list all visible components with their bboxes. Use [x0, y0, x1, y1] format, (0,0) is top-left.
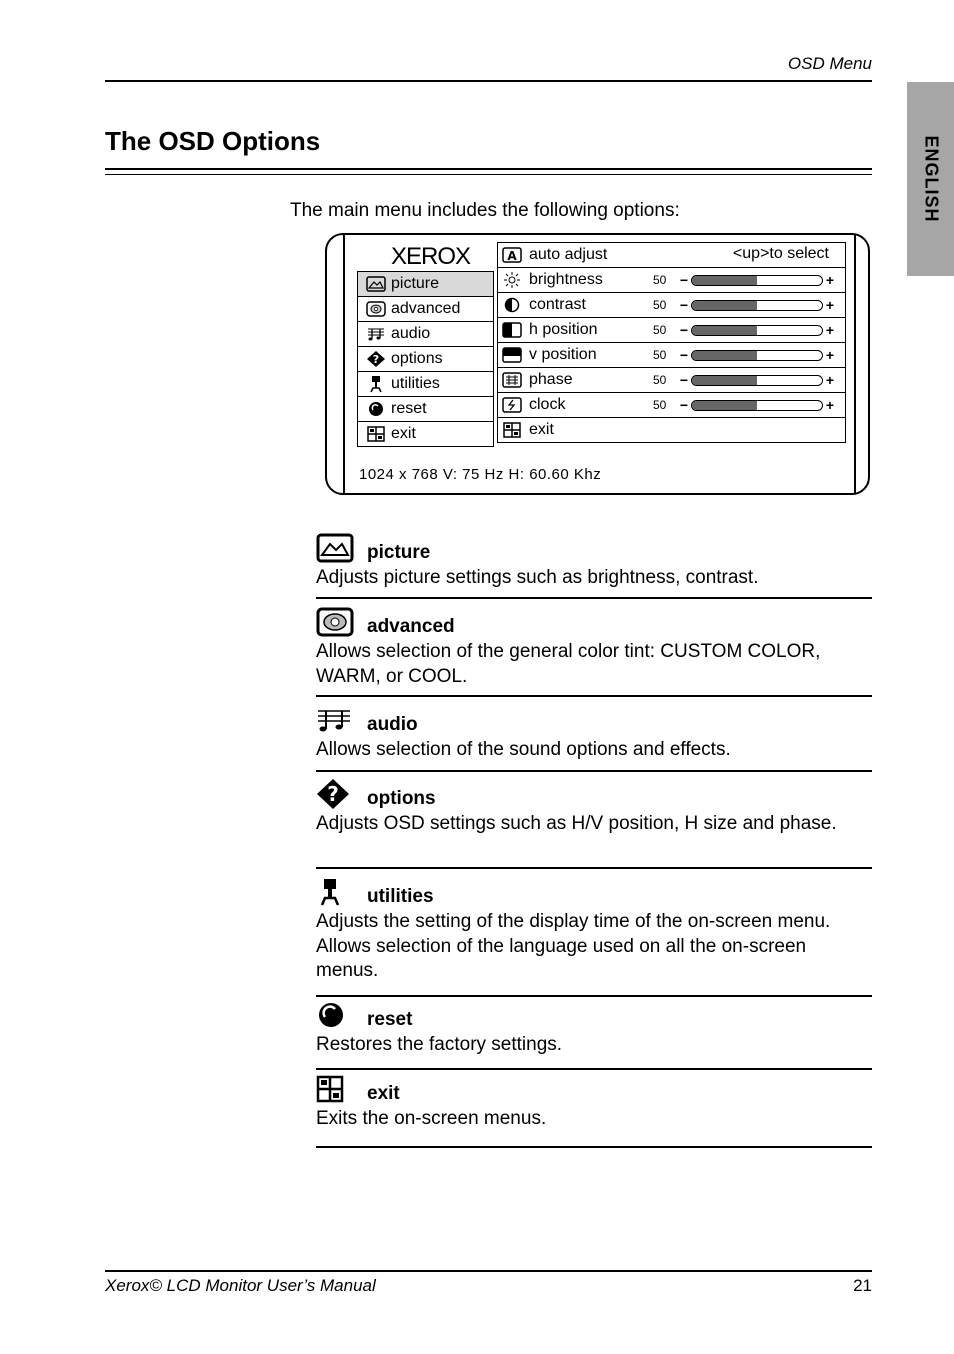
- minus-icon[interactable]: −: [679, 322, 689, 338]
- slider-track: [691, 350, 823, 361]
- footer-rule: [105, 1270, 872, 1272]
- running-header: OSD Menu: [787, 54, 872, 73]
- svg-text:?: ?: [372, 353, 380, 366]
- osd-sub-label: clock: [529, 396, 566, 413]
- brightness-slider[interactable]: [679, 272, 835, 288]
- minus-icon[interactable]: −: [679, 397, 689, 413]
- audio-icon: [365, 325, 387, 343]
- option-advanced: [316, 606, 872, 689]
- osd-picture-submenu: [497, 243, 846, 443]
- exit-icon: [501, 421, 523, 439]
- contrast-icon: [501, 296, 523, 314]
- option-divider: [316, 867, 872, 869]
- osd-sub-item-brightness[interactable]: [497, 267, 846, 293]
- osd-sub-item-phase[interactable]: [497, 367, 846, 393]
- osd-menu-label: utilities: [391, 375, 440, 392]
- option-utilities: [316, 876, 872, 984]
- options-icon: [365, 350, 387, 368]
- phase-slider[interactable]: [679, 372, 835, 388]
- plus-icon[interactable]: +: [825, 322, 835, 338]
- plus-icon[interactable]: +: [825, 297, 835, 313]
- option-description: Allows selection of the general color tint: CUSTOM COLOR, WARM, or COOL.: [316, 641, 821, 687]
- osd-sub-label: contrast: [529, 296, 586, 313]
- auto-adjust-icon: [501, 246, 523, 264]
- option-divider: [316, 1146, 872, 1148]
- option-divider: [316, 695, 872, 697]
- slider-value: 50: [653, 398, 667, 412]
- header-rule: [105, 80, 872, 82]
- plus-icon[interactable]: +: [825, 397, 835, 413]
- option-divider: [316, 770, 872, 772]
- utilities-icon: [365, 375, 387, 393]
- exit-icon: [316, 1073, 356, 1105]
- osd-border-right: [854, 235, 856, 493]
- v-position-slider[interactable]: [679, 347, 835, 363]
- brightness-icon: [501, 271, 523, 289]
- minus-icon[interactable]: −: [679, 372, 689, 388]
- osd-menu-item-exit[interactable]: [357, 421, 494, 447]
- minus-icon[interactable]: −: [679, 297, 689, 313]
- reset-icon: [365, 400, 387, 418]
- slider-fill: [692, 276, 757, 285]
- option-description: Allows selection of the sound options and effects.: [316, 739, 731, 760]
- option-name: advanced: [367, 616, 455, 637]
- clock-slider[interactable]: [679, 397, 835, 413]
- footer-title: Xerox© LCD Monitor User’s Manual: [105, 1276, 376, 1295]
- option-audio: [316, 704, 872, 763]
- resolution-readout: 1024 x 768 V: 75 Hz H: 60.60 Khz: [359, 466, 602, 483]
- svg-text:?: ?: [327, 782, 339, 806]
- osd-menu-item-picture[interactable]: [357, 271, 494, 297]
- option-name: picture: [367, 542, 431, 563]
- osd-sub-item-auto-adjust[interactable]: [497, 242, 846, 268]
- select-hint: <up>to select: [732, 245, 829, 262]
- utilities-icon: [316, 876, 356, 908]
- osd-menu-label: audio: [391, 325, 431, 342]
- slider-track: [691, 275, 823, 286]
- plus-icon[interactable]: +: [825, 347, 835, 363]
- osd-sub-label: auto adjust: [529, 246, 608, 263]
- minus-icon[interactable]: −: [679, 347, 689, 363]
- osd-sub-item-contrast[interactable]: [497, 292, 846, 318]
- osd-menu-label: options: [391, 350, 443, 367]
- option-name: exit: [367, 1083, 400, 1104]
- osd-sub-item-clock[interactable]: [497, 392, 846, 418]
- osd-screen: [325, 233, 870, 495]
- option-reset: [316, 999, 872, 1058]
- osd-border-left: [343, 235, 345, 493]
- option-name: utilities: [367, 886, 434, 907]
- picture-icon: [316, 532, 356, 564]
- slider-value: 50: [653, 273, 667, 287]
- phase-icon: [501, 371, 523, 389]
- plus-icon[interactable]: +: [825, 272, 835, 288]
- osd-sub-label: h position: [529, 321, 598, 338]
- option-name: reset: [367, 1009, 413, 1030]
- slider-track: [691, 375, 823, 386]
- title-rule-thin: [105, 174, 872, 175]
- osd-menu-item-utilities[interactable]: [357, 371, 494, 397]
- option-exit: [316, 1073, 872, 1132]
- option-name: audio: [367, 714, 418, 735]
- intro-text: The main menu includes the following options:: [290, 200, 680, 221]
- slider-value: 50: [653, 348, 667, 362]
- slider-value: 50: [653, 373, 667, 387]
- advanced-icon: [316, 606, 356, 638]
- option-divider: [316, 995, 872, 997]
- page-number: 21: [853, 1276, 872, 1295]
- h-position-icon: [501, 321, 523, 339]
- osd-sub-item-h-position[interactable]: [497, 317, 846, 343]
- slider-fill: [692, 326, 757, 335]
- h-position-slider[interactable]: [679, 322, 835, 338]
- osd-sub-label: v position: [529, 346, 597, 363]
- language-tab: [907, 82, 954, 276]
- slider-value: 50: [653, 298, 667, 312]
- svg-text:A: A: [507, 249, 517, 263]
- osd-menu-label: exit: [391, 425, 416, 442]
- title-rule: [105, 168, 872, 170]
- option-divider: [316, 597, 872, 599]
- advanced-icon: [365, 300, 387, 318]
- slider-value: 50: [653, 323, 667, 337]
- osd-main-menu: [357, 272, 494, 447]
- option-options: [316, 778, 872, 837]
- slider-fill: [692, 376, 757, 385]
- slider-track: [691, 300, 823, 311]
- audio-icon: [316, 704, 356, 736]
- slider-fill: [692, 401, 757, 410]
- contrast-slider[interactable]: [679, 297, 835, 313]
- xerox-logo: XEROX: [391, 243, 471, 270]
- slider-fill: [692, 301, 757, 310]
- option-description: Adjusts picture settings such as brightness, contrast.: [316, 567, 759, 588]
- osd-menu-item-reset[interactable]: [357, 396, 494, 422]
- picture-icon: [365, 275, 387, 293]
- osd-sub-label: phase: [529, 371, 573, 388]
- language-tab-label: ENGLISH: [921, 135, 941, 223]
- osd-sub-item-v-position[interactable]: [497, 342, 846, 368]
- option-picture: [316, 532, 872, 591]
- osd-menu-item-audio[interactable]: [357, 321, 494, 347]
- clock-icon: [501, 396, 523, 414]
- section-title: The OSD Options: [105, 126, 321, 156]
- v-position-icon: [501, 346, 523, 364]
- option-description: Adjusts OSD settings such as H/V position, H size and phase.: [316, 813, 837, 834]
- exit-icon: [365, 425, 387, 443]
- plus-icon[interactable]: +: [825, 372, 835, 388]
- slider-fill: [692, 351, 757, 360]
- option-description: Adjusts the setting of the display time of the on-screen menu. Allows selection of the language used on all the on-screen menus.: [316, 911, 831, 981]
- reset-icon: [316, 999, 356, 1031]
- option-description: Restores the factory settings.: [316, 1034, 563, 1055]
- osd-menu-label: reset: [391, 400, 427, 417]
- option-divider: [316, 1068, 872, 1070]
- slider-track: [691, 325, 823, 336]
- osd-sub-label: exit: [529, 421, 554, 438]
- osd-sub-item-exit[interactable]: [497, 417, 846, 443]
- osd-menu-item-options[interactable]: [357, 346, 494, 372]
- osd-menu-item-advanced[interactable]: [357, 296, 494, 322]
- options-icon: [316, 778, 356, 810]
- osd-menu-label: picture: [391, 275, 440, 292]
- osd-sub-label: brightness: [529, 271, 603, 288]
- option-description: Exits the on-screen menus.: [316, 1108, 547, 1129]
- osd-menu-label: advanced: [391, 300, 461, 317]
- minus-icon[interactable]: −: [679, 272, 689, 288]
- option-name: options: [367, 788, 436, 809]
- slider-track: [691, 400, 823, 411]
